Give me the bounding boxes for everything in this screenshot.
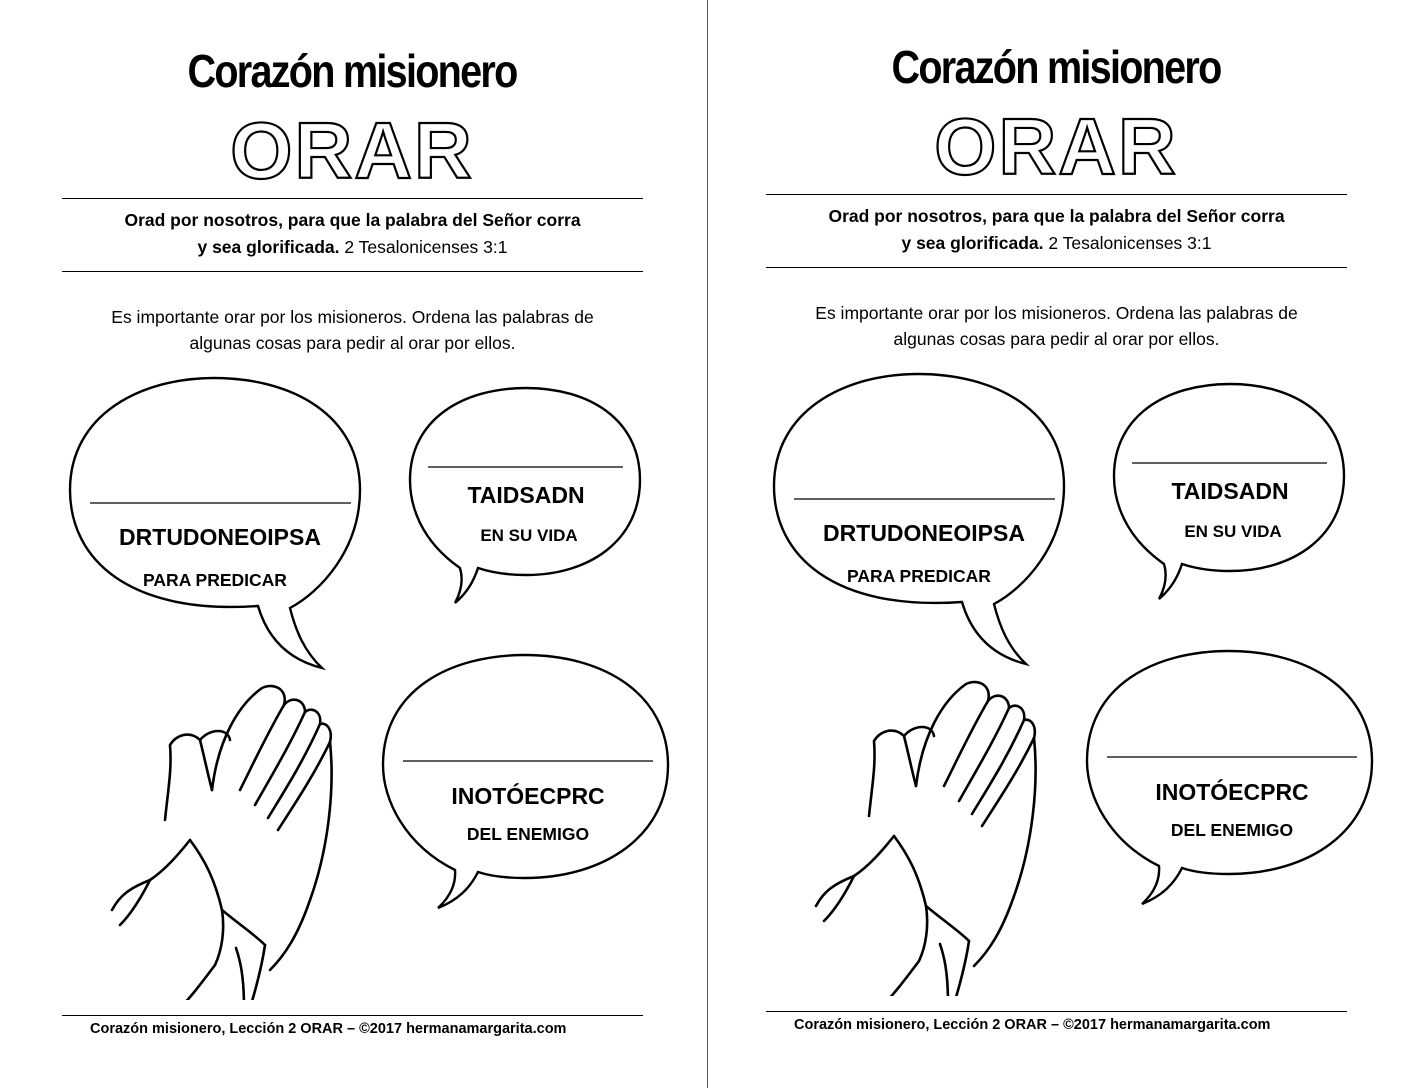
- svg-text:ORAR: ORAR: [230, 106, 474, 194]
- hint-2: EN SU VIDA: [1184, 522, 1282, 541]
- activity-area: [704, 0, 1408, 996]
- speech-bubble-2: [1114, 384, 1344, 599]
- hint-3: DEL ENEMIGO: [466, 824, 590, 844]
- hint-3: DEL ENEMIGO: [1170, 820, 1294, 840]
- instructions: Es importante orar por los misioneros. Ordena las palabras de algunas cosas para pedir al orar por ellos.: [111, 307, 594, 353]
- activity-area: [0, 0, 704, 1000]
- speech-bubble-1: [70, 378, 360, 668]
- scrambled-word-2: TAIDSADN: [467, 482, 585, 508]
- scripture-verse: Orad por nosotros, para que la palabra del Señor corra y sea glorificada. 2 Tesalonicenses 3:1: [124, 210, 581, 257]
- instructions: Es importante orar por los misioneros. Ordena las palabras de algunas cosas para pedir al orar por ellos.: [815, 303, 1298, 349]
- worksheet-title: Corazón misionero: [891, 41, 1221, 93]
- footer-credit: Corazón misionero, Lección 2 ORAR – ©2017 hermanamargarita.com: [794, 1017, 1271, 1033]
- hint-2: EN SU VIDA: [480, 526, 578, 545]
- scripture-verse: Orad por nosotros, para que la palabra del Señor corra y sea glorificada. 2 Tesalonicenses 3:1: [828, 206, 1285, 253]
- speech-bubble-3: [1087, 651, 1372, 904]
- praying-hands-icon: [816, 682, 1036, 996]
- footer-divider: [62, 1015, 643, 1016]
- hint-1: PARA PREDICAR: [847, 566, 991, 586]
- worksheet-title: Corazón misionero: [187, 45, 517, 97]
- speech-bubble-1: [774, 374, 1064, 664]
- scrambled-word-3: INOTÓECPRC: [451, 783, 605, 809]
- hint-1: PARA PREDICAR: [143, 570, 287, 590]
- scrambled-word-1: DRTUDONEOIPSA: [119, 524, 321, 550]
- footer-divider: [766, 1011, 1347, 1012]
- svg-text:ORAR: ORAR: [934, 102, 1178, 190]
- footer-credit: Corazón misionero, Lección 2 ORAR – ©2017 hermanamargarita.com: [90, 1021, 567, 1037]
- speech-bubble-2: [410, 388, 640, 603]
- speech-bubble-3: [383, 655, 668, 908]
- scrambled-word-3: INOTÓECPRC: [1155, 779, 1309, 805]
- scrambled-word-1: DRTUDONEOIPSA: [823, 520, 1025, 546]
- praying-hands-icon: [112, 686, 332, 1000]
- scrambled-word-2: TAIDSADN: [1171, 478, 1289, 504]
- worksheet-page-right: [704, 0, 1408, 1084]
